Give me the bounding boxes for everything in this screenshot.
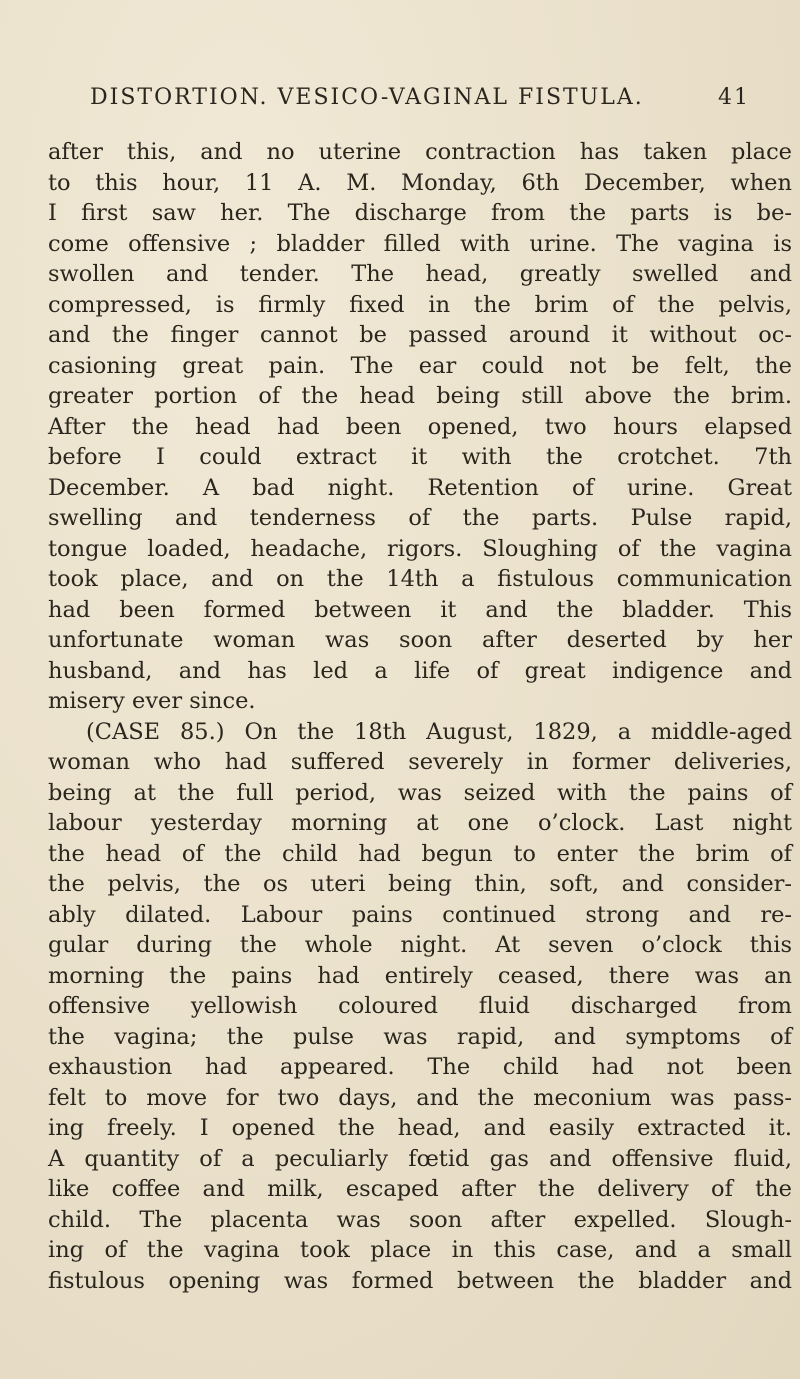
text-line: come offensive ; bladder filled with urine. The vagina is — [48, 230, 792, 257]
text-line: A quantity of a peculiarly fœtid gas and offensive fluid, — [48, 1145, 792, 1172]
text-line: casioning great pain. The ear could not be felt, the — [48, 352, 792, 379]
text-line: compressed, is firmly fixed in the brim of the pelvis, — [48, 291, 792, 318]
text-line: to this hour, 11 A. M. Monday, 6th December, when — [48, 169, 792, 196]
text-line: unfortunate woman was soon after deserted by her — [48, 627, 792, 653]
text-line: ably dilated. Labour pains continued strong and re- — [48, 901, 792, 928]
text-line: swollen and tender. The head, greatly swelled and — [48, 261, 792, 287]
text-line: felt to move for two days, and the meconium was pass- — [48, 1084, 792, 1111]
text-line: had been formed between it and the bladder. This — [48, 596, 792, 623]
text-line: the pelvis, the os uteri being thin, soft, and consider- — [48, 871, 792, 897]
body-text — [48, 137, 792, 1296]
text-line: woman who had suffered severely in former deliveries, — [48, 749, 792, 775]
page-header — [90, 85, 800, 125]
text-line: after this, and no uterine contraction has taken place — [48, 139, 792, 165]
text-line: offensive yellowish coloured fluid discharged from — [48, 993, 792, 1019]
text-line: I first saw her. The discharge from the parts is be- — [48, 200, 792, 226]
text-line: took place, and on the 14th a fistulous communication — [48, 566, 792, 592]
text-line: the head of the child had begun to enter the brim of — [48, 840, 792, 867]
text-line: being at the full period, was seized with the pains of — [48, 779, 792, 806]
case-heading-line: (CASE 85.) On the 18th August, 1829, a middle-aged — [86, 718, 792, 745]
text-line: before I could extract it with the crotchet. 7th — [48, 444, 792, 470]
text-line: misery ever since. — [48, 688, 256, 714]
text-line: After the head had been opened, two hours elapsed — [48, 413, 792, 440]
text-line: fistulous opening was formed between the bladder and — [48, 1267, 792, 1294]
text-line: labour yesterday morning at one o’clock. Last night — [48, 810, 792, 836]
text-line: the vagina; the pulse was rapid, and symptoms of — [48, 1023, 792, 1050]
text-line: ing freely. I opened the head, and easily extracted it. — [48, 1115, 792, 1141]
running-head: DISTORTION. VESICO-VAGINAL FISTULA. — [90, 85, 644, 110]
text-line: husband, and has led a life of great indigence and — [48, 657, 792, 684]
text-line: December. A bad night. Retention of urine. Great — [48, 474, 792, 501]
text-line: greater portion of the head being still above the brim. — [48, 383, 792, 409]
page-number: 41 — [718, 85, 750, 110]
text-line: exhaustion had appeared. The child had not been — [48, 1054, 792, 1080]
text-line: and the finger cannot be passed around it without oc- — [48, 322, 792, 348]
text-line: ing of the vagina took place in this case, and a small — [48, 1237, 792, 1263]
text-line: morning the pains had entirely ceased, there was an — [48, 962, 792, 989]
text-line: like coffee and milk, escaped after the delivery of the — [48, 1176, 792, 1202]
text-line: tongue loaded, headache, rigors. Sloughing of the vagina — [48, 535, 792, 562]
text-line: child. The placenta was soon after expelled. Slough- — [48, 1206, 792, 1233]
text-line: gular during the whole night. At seven o’clock this — [48, 932, 792, 958]
text-line: swelling and tenderness of the parts. Pulse rapid, — [48, 505, 792, 531]
